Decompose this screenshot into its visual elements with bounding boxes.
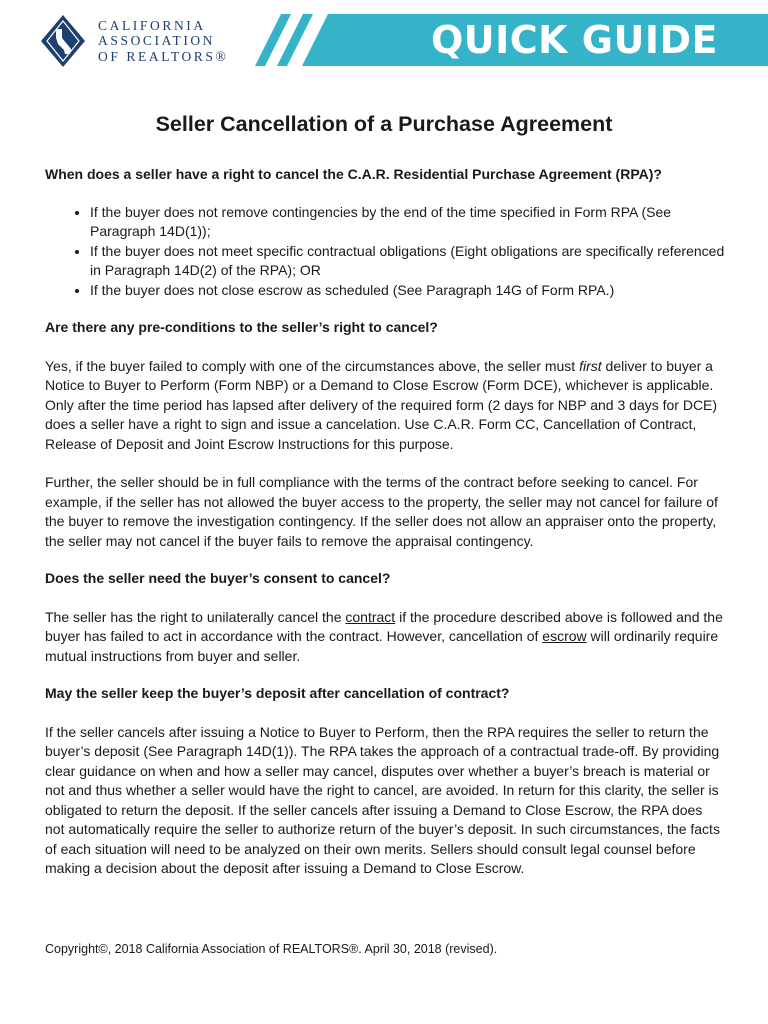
question-4-heading: May the seller keep the buyer’s deposit after cancellation of contract? — [45, 685, 510, 701]
document-body — [45, 165, 725, 879]
page-title: Seller Cancellation of a Purchase Agreement — [155, 112, 613, 136]
copyright-footer: Copyright©, 2018 California Association of REALTORS®. April 30, 2018 (revised). — [45, 942, 498, 956]
list-item: • If the buyer does not remove contingencies by the end of the time specified in Form RPA (See Paragraph 14D(1)); — [90, 203, 725, 242]
california-state-logo-icon — [40, 14, 86, 68]
question-3-heading: Does the seller need the buyer’s consent to cancel? — [45, 570, 391, 586]
car-logo — [40, 14, 228, 68]
list-item: • If the buyer does not close escrow as scheduled (See Paragraph 14G of Form RPA.) — [90, 281, 725, 301]
answer-2-paragraph-1: Yes, if the buyer failed to comply with one of the circumstances above, the seller must first deliver to buyer a Notice to Buyer to Perform (Form NBP) or a Demand to Close Escrow (Form DCE), whichever is applicable. Only after the time period has lapsed after delivery of the required form (2 days for NBP and 3 days for DCE) does a seller have a right to sign and issue a cancelation. Use C.A.R. Form CC, Cancellation of Contract, Release of Deposit and Joint Escrow Instructions for this purpose. — [45, 357, 718, 452]
underlined-contract: contract — [345, 608, 396, 625]
underlined-escrow: escrow — [542, 628, 587, 644]
emphasis-first: first — [579, 357, 602, 374]
quick-guide-banner — [247, 14, 768, 66]
answer-3-paragraph: The seller has the right to unilaterally cancel the contract if the procedure described above is followed and the buyer has failed to act in accordance with the contract. However, cancellation of escrow will ordinarily require mutual instructions from buyer and seller. — [45, 608, 723, 664]
question-2-heading: Are there any pre-conditions to the seller’s right to cancel? — [45, 319, 438, 335]
list-item: • If the buyer does not meet specific contractual obligations (Eight obligations are specifically referenced in Paragraph 14D(2) of the RPA); OR — [90, 242, 725, 281]
org-name-line-1: CALIFORNIA — [98, 17, 206, 33]
org-name-line-3: OF REALTORS® — [98, 48, 229, 64]
org-name-line-2: ASSOCIATION — [98, 33, 216, 49]
question-1-heading: When does a seller have a right to cancel the C.A.R. Residential Purchase Agreement (RPA)? — [45, 166, 662, 182]
page-header — [0, 0, 768, 80]
banner-title: QUICK GUIDE — [430, 18, 718, 62]
answer-4-paragraph: If the seller cancels after issuing a Notice to Buyer to Perform, then the RPA requires the seller to return the buyer’s deposit (See Paragraph 14D(1)). The RPA takes the approach of a contractual trade-off. By providing clear guidance on when and how a seller may cancel, disputes over whether a buyer’s breach is material or not and thus whether a seller would have the right to cancel, are avoided. In return for this clarity, the seller is obligated to return the deposit. If the seller cancels after issuing a Demand to Close Escrow, the RPA does not automatically require the seller to authorize return of the buyer’s deposit. In such circumstances, the facts of each situation will need to be analyzed on their own merits. Sellers should consult legal counsel before making a decision about the deposit after issuing a Demand to Close Escrow. — [45, 723, 720, 876]
answer-2-paragraph-2: Further, the seller should be in full compliance with the terms of the contract before seeking to cancel. For example, if the seller has not allowed the buyer access to the property, the seller may not cancel for failure of the buyer to remove the investigation contingency. If the seller does not allow an appraiser onto the property, the seller may not cancel if the buyer fails to remove the appraisal contingency. — [45, 474, 718, 549]
cancellation-conditions-list — [45, 203, 725, 301]
